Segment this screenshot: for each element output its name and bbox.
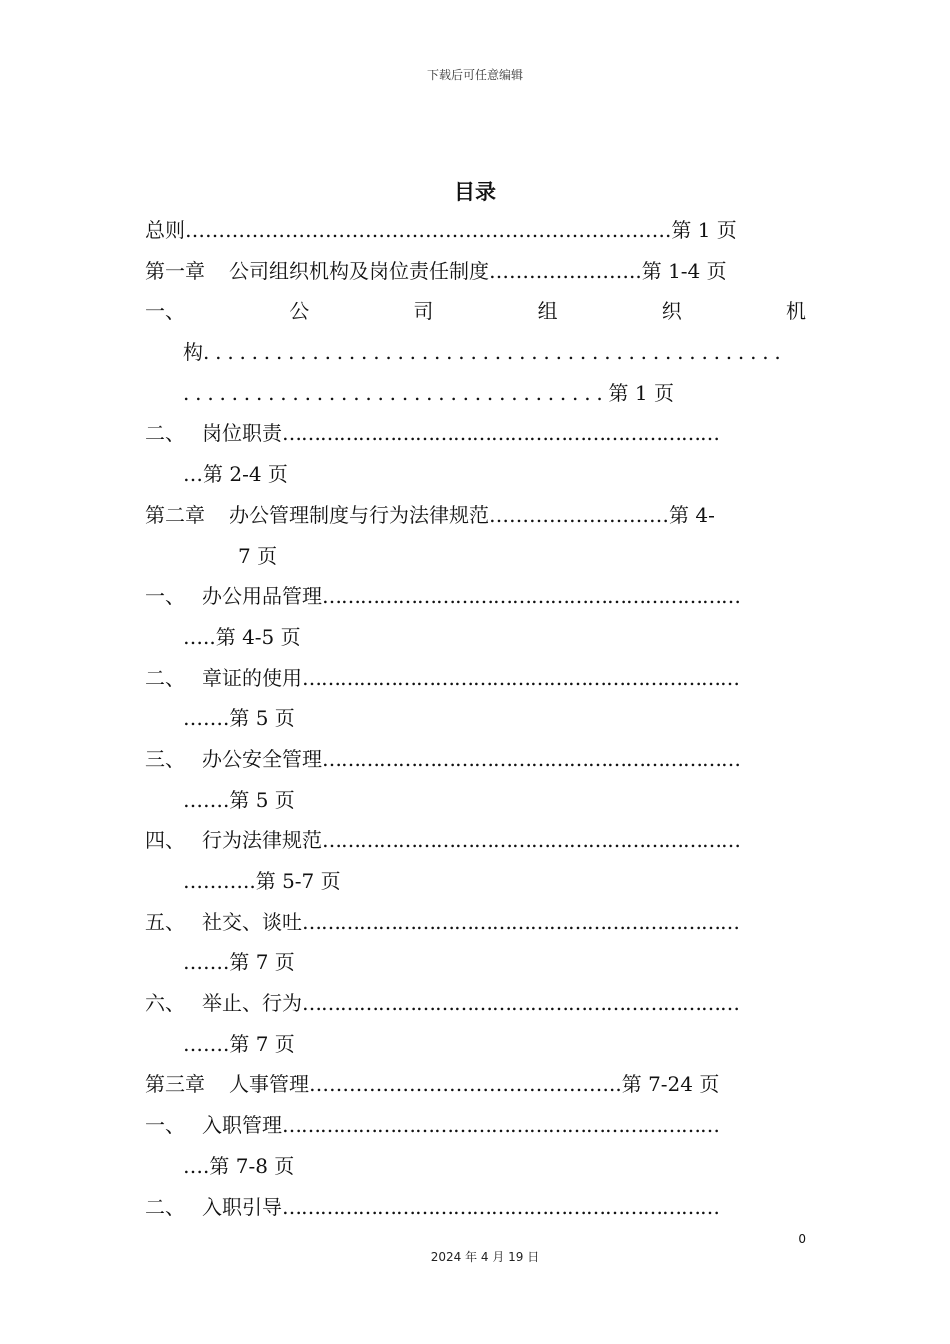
toc-entry-continuation [145, 1024, 806, 1065]
page-number: 0 [798, 1232, 806, 1246]
toc-page-ref: 第 1 页 [608, 380, 674, 405]
toc-entry-label: 二、 [145, 421, 185, 446]
toc-entry-label: 一、 [145, 584, 185, 609]
toc-entry-label: 二、 [145, 1194, 185, 1219]
toc-entry-label: 四、 [145, 828, 185, 853]
toc-leader: … [183, 624, 203, 649]
toc-entry-continuation [145, 617, 806, 658]
toc-entry-label: 第三章 [145, 1072, 205, 1097]
toc-title: 目录 [454, 180, 496, 204]
toc-page-ref: .第 5 页 [223, 706, 295, 731]
toc-page-ref: .第 7-8 页 [203, 1153, 295, 1178]
toc-leader: ……………………………………… [309, 1072, 609, 1097]
toc-title-char: 组 [537, 299, 558, 324]
toc-leader: …… [183, 950, 223, 975]
toc-entry-continuation [145, 780, 806, 821]
toc-entry-title: 社交、谈吐 [202, 909, 302, 934]
toc-entry-title: 构 [183, 340, 203, 365]
toc-leader: …………………………………………………………… [282, 421, 719, 446]
toc-entry-continuation [145, 454, 806, 495]
toc-leader: …………………………………………………………… [302, 991, 739, 1016]
toc-entry-label: 二、 [145, 665, 185, 690]
toc-entry-title: 入职引导 [202, 1194, 282, 1219]
toc-leader: …… [183, 706, 223, 731]
toc-entry-onboarding-guide[interactable] [145, 1187, 806, 1228]
toc-page-ref: ..第 7-24 页 [609, 1072, 720, 1097]
toc-entry-label: 一、 [145, 299, 185, 324]
toc-entry-org-structure[interactable] [145, 291, 806, 332]
toc-leader: …… [183, 787, 223, 812]
toc-entry-label: 六、 [145, 991, 185, 1016]
toc-entry-label: 五、 [145, 909, 185, 934]
toc-page-ref: .第 7 页 [223, 950, 295, 975]
toc-leader: … [183, 462, 203, 487]
toc-leader: ……………………… [489, 502, 669, 527]
page-header: 下载后可任意编辑 [426, 68, 523, 82]
toc-entry-label: 第二章 [145, 502, 205, 527]
toc-entry-title: 行为法律规范 [202, 828, 322, 853]
toc-leader: …………………………………………………………… [302, 665, 739, 690]
toc-entry-office-safety[interactable] [145, 739, 806, 780]
toc-title-char: 机 [785, 299, 806, 324]
toc-page-ref: ..第 4-5 页 [203, 624, 301, 649]
toc-entry-title: 岗位职责 [202, 421, 282, 446]
toc-title-char: 公 [289, 299, 310, 324]
toc-entry-title: 办公安全管理 [202, 746, 322, 771]
page-footer-date: 2024 年 4 月 19 日 [430, 1250, 540, 1264]
toc-entry-social-speech[interactable] [145, 902, 806, 943]
toc-leader: ………………… [489, 258, 629, 283]
toc-leader: ……… [183, 869, 243, 893]
toc-entry-conduct-norms[interactable] [145, 820, 806, 861]
toc-leader: ................................... [183, 380, 609, 405]
toc-page-ref: 第 4- [669, 502, 715, 527]
toc-leader: …………………………………………………………… [282, 1194, 719, 1219]
toc-leader: ………………………………………………………… [322, 828, 740, 853]
toc-entry-label: 三、 [145, 746, 185, 771]
toc-entry-continuation [145, 942, 806, 983]
toc-leader: ………………………………………………………… [322, 746, 740, 771]
toc-page-ref: ..第 1-4 页 [629, 258, 727, 283]
toc-leader: ………………………………………………………… [322, 584, 740, 609]
toc-leader: ……………………………………………………………… [185, 218, 665, 242]
toc-entry-continuation [145, 373, 806, 414]
toc-entry-title: 公司组织机构及岗位责任制度 [229, 258, 489, 283]
toc-leader: … [183, 1153, 203, 1178]
toc-leader: …………………………………………………………… [302, 909, 739, 934]
toc-entry-behavior[interactable] [145, 983, 806, 1024]
toc-entry-chapter-3[interactable] [145, 1064, 806, 1105]
toc-entry-continuation [145, 332, 806, 373]
toc-entry-label: 一、 [145, 1113, 185, 1138]
toc-entry-label: 总则 [145, 218, 185, 242]
toc-title-char: 织 [661, 299, 682, 324]
toc-entry-seals-usage[interactable] [145, 658, 806, 699]
toc-entry-continuation [145, 536, 806, 577]
toc-entry-title: 人事管理 [229, 1072, 309, 1097]
table-of-contents [145, 210, 806, 1227]
toc-entry-title: 办公管理制度与行为法律规范 [229, 502, 489, 527]
toc-title-char: 司 [413, 299, 434, 324]
toc-entry-title: 举止、行为 [202, 991, 302, 1016]
toc-entry-chapter-1[interactable] [145, 251, 806, 292]
toc-page-ref: .第 7 页 [223, 1031, 295, 1056]
toc-entry-onboarding-management[interactable] [145, 1105, 806, 1146]
toc-entry-title: 章证的使用 [202, 665, 302, 690]
toc-entry-continuation [145, 861, 806, 902]
toc-page-ref: 7 页 [238, 543, 278, 568]
toc-leader: ................................................ [203, 340, 787, 365]
toc-page-ref: ..第 5-7 页 [243, 869, 341, 893]
toc-entry-office-supplies[interactable] [145, 576, 806, 617]
toc-entry-label: 第一章 [145, 258, 205, 283]
toc-page-ref: .第 5 页 [223, 787, 295, 812]
toc-leader: …… [183, 1031, 223, 1056]
toc-entry-general[interactable] [145, 210, 806, 251]
toc-entry-title: 办公用品管理 [202, 584, 322, 609]
toc-entry-continuation [145, 698, 806, 739]
toc-entry-title: 入职管理 [202, 1113, 282, 1138]
toc-page-ref: 第 2-4 页 [203, 462, 288, 487]
toc-page-ref: .第 1 页 [665, 218, 737, 242]
toc-entry-duties[interactable] [145, 413, 806, 454]
toc-entry-continuation [145, 1146, 806, 1187]
toc-entry-chapter-2[interactable] [145, 495, 806, 536]
toc-leader: …………………………………………………………… [282, 1113, 719, 1138]
